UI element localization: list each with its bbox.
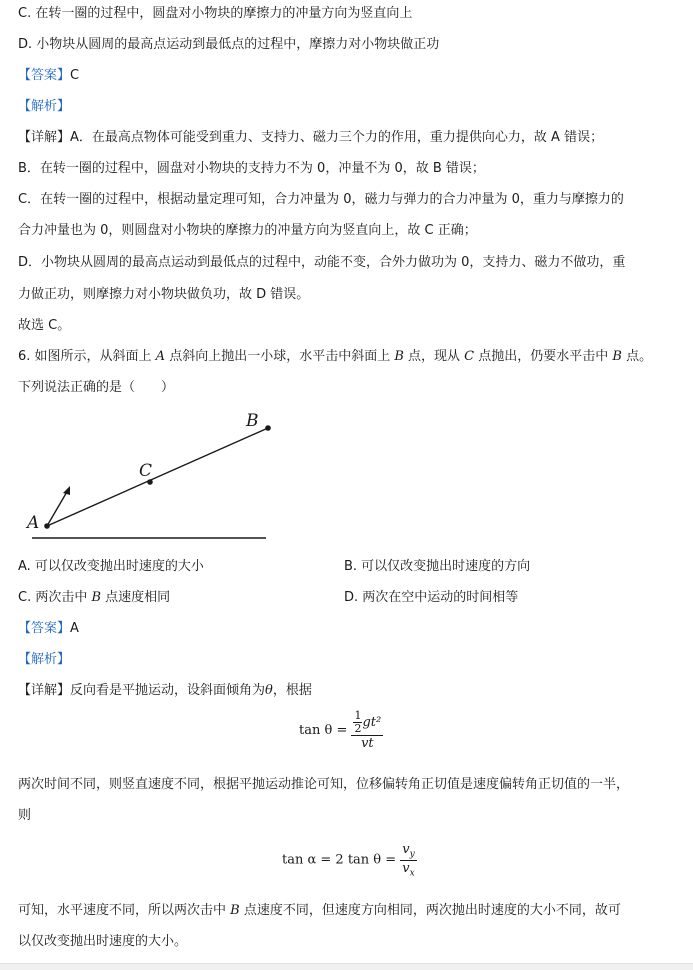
label-c: C — [139, 461, 153, 481]
detail-b-line: B．在转一圈的过程中，圆盘对小物块的支持力不为 0，冲量不为 0，故 B 错误； — [18, 161, 485, 176]
question-6-line-2: 下列说法正确的是（ ） — [18, 380, 175, 395]
option-c — [18, 588, 170, 608]
para-point-b: B — [230, 903, 240, 918]
incline-line — [47, 428, 268, 526]
detail-tag: 【详解】 — [18, 130, 71, 145]
detail-d-line-1: D．小物块从圆周的最高点运动到最低点的过程中，动能不变，合外力做功为 0，支持力、磁力不做功，重 — [18, 255, 626, 270]
answer-2 — [18, 619, 79, 639]
subscript-y: y — [409, 849, 415, 860]
formula-lhs: tan α = 2 tan θ = — [282, 852, 397, 868]
v-symbol: v — [402, 842, 410, 857]
formula-denominator: vt — [361, 736, 374, 751]
para-1-line-1: 两次时间不同，则竖直速度不同，根据平抛运动推论可知，位移偏转角正切值是速度偏转角正切值的一半， — [18, 777, 630, 792]
para-1-line-2: 则 — [18, 808, 32, 823]
detail-d-line-2: 力做正功，则摩擦力对小物块做负功，故 D 错误。 — [18, 287, 310, 302]
answer-value: C — [70, 68, 80, 83]
formula-fraction — [400, 842, 416, 878]
q6-point-c: C — [464, 349, 475, 364]
point-b-dot — [265, 425, 271, 431]
para-2-line-2: 以仅改变抛出时速度的大小。 — [18, 934, 188, 949]
option-c-point-b: B — [91, 590, 102, 605]
para-text: 点速度不同，但速度方向相同，两次抛出时速度的大小不同，故可 — [239, 903, 621, 918]
detail-tag: 【详解】 — [18, 683, 71, 698]
question-6-line-1 — [18, 347, 652, 367]
option-a: A. 可以仅改变抛出时速度的大小 — [18, 559, 204, 574]
para-text: 可知，水平速度不同，所以两次击中 — [18, 903, 231, 918]
formula-numerator — [351, 710, 383, 736]
half-den: 2 — [354, 722, 362, 735]
formula-denominator — [400, 861, 416, 879]
v-symbol: v — [402, 860, 410, 876]
q6-text: 点，现从 — [403, 349, 465, 364]
formula-tan-alpha — [282, 842, 417, 878]
option-c-text: C. 两次击中 — [18, 590, 92, 605]
q6-text: 点斜向上抛出一小球，水平击中斜面上 — [165, 349, 395, 364]
label-a: A — [27, 513, 40, 533]
q6-text: 点抛出，仍要水平击中 — [474, 349, 613, 364]
q6-text: 点。 — [621, 349, 653, 364]
q6-text: 6. 如图所示，从斜面上 — [18, 349, 156, 364]
formula-fraction — [351, 710, 383, 751]
detail-text: ，根据 — [272, 683, 312, 698]
theta-symbol: θ — [265, 683, 273, 698]
arrow-head — [63, 486, 70, 495]
choose-line: 故选 C。 — [18, 318, 71, 333]
q6-point-a: A — [155, 349, 166, 364]
q6-point-b: B — [612, 349, 622, 364]
detail-text: A．在最高点物体可能受到重力、支持力、磁力三个力的作用，重力提供向心力，故 A 错误； — [70, 130, 604, 145]
option-c-line: C. 在转一圈的过程中，圆盘对小物块的摩擦力的冲量方向为竖直向上 — [18, 6, 413, 21]
answer-value: A — [70, 621, 79, 636]
answer-tag: 【答案】 — [18, 621, 71, 636]
label-b: B — [246, 411, 259, 431]
formula-numerator — [400, 842, 416, 861]
answer-tag: 【答案】 — [18, 68, 71, 83]
subscript-x: x — [409, 868, 415, 879]
detail-2 — [18, 681, 312, 701]
option-b: B. 可以仅改变抛出时速度的方向 — [344, 559, 531, 574]
option-d-line: D. 小物块从圆周的最高点运动到最低点的过程中，摩擦力对小物块做正功 — [18, 37, 440, 52]
gt-squared: gt² — [362, 715, 382, 730]
detail-c-line-2: 合力冲量也为 0，则圆盘对小物块的摩擦力的冲量方向为竖直向上，故 C 正确； — [18, 223, 477, 238]
detail-1 — [18, 128, 603, 148]
answer-1 — [18, 66, 79, 86]
detail-text: 反向看是平抛运动，设斜面倾角为 — [70, 683, 266, 698]
incline-figure — [14, 405, 276, 545]
q6-point-b: B — [394, 349, 404, 364]
para-2-line-1 — [18, 901, 621, 921]
detail-c-line-1: C．在转一圈的过程中，根据动量定理可知，合力冲量为 0，磁力与弹力的合力冲量为 0，重力与摩擦力的 — [18, 192, 624, 207]
formula-lhs: tan θ = — [299, 723, 348, 738]
option-c-text: 点速度相同 — [101, 590, 171, 605]
formula-tan-theta — [299, 710, 383, 751]
analysis-tag-1: 【解析】 — [18, 99, 71, 114]
option-d: D. 两次在空中运动的时间相等 — [344, 590, 519, 605]
analysis-tag-2: 【解析】 — [18, 652, 71, 667]
half-num: 1 — [354, 709, 362, 722]
